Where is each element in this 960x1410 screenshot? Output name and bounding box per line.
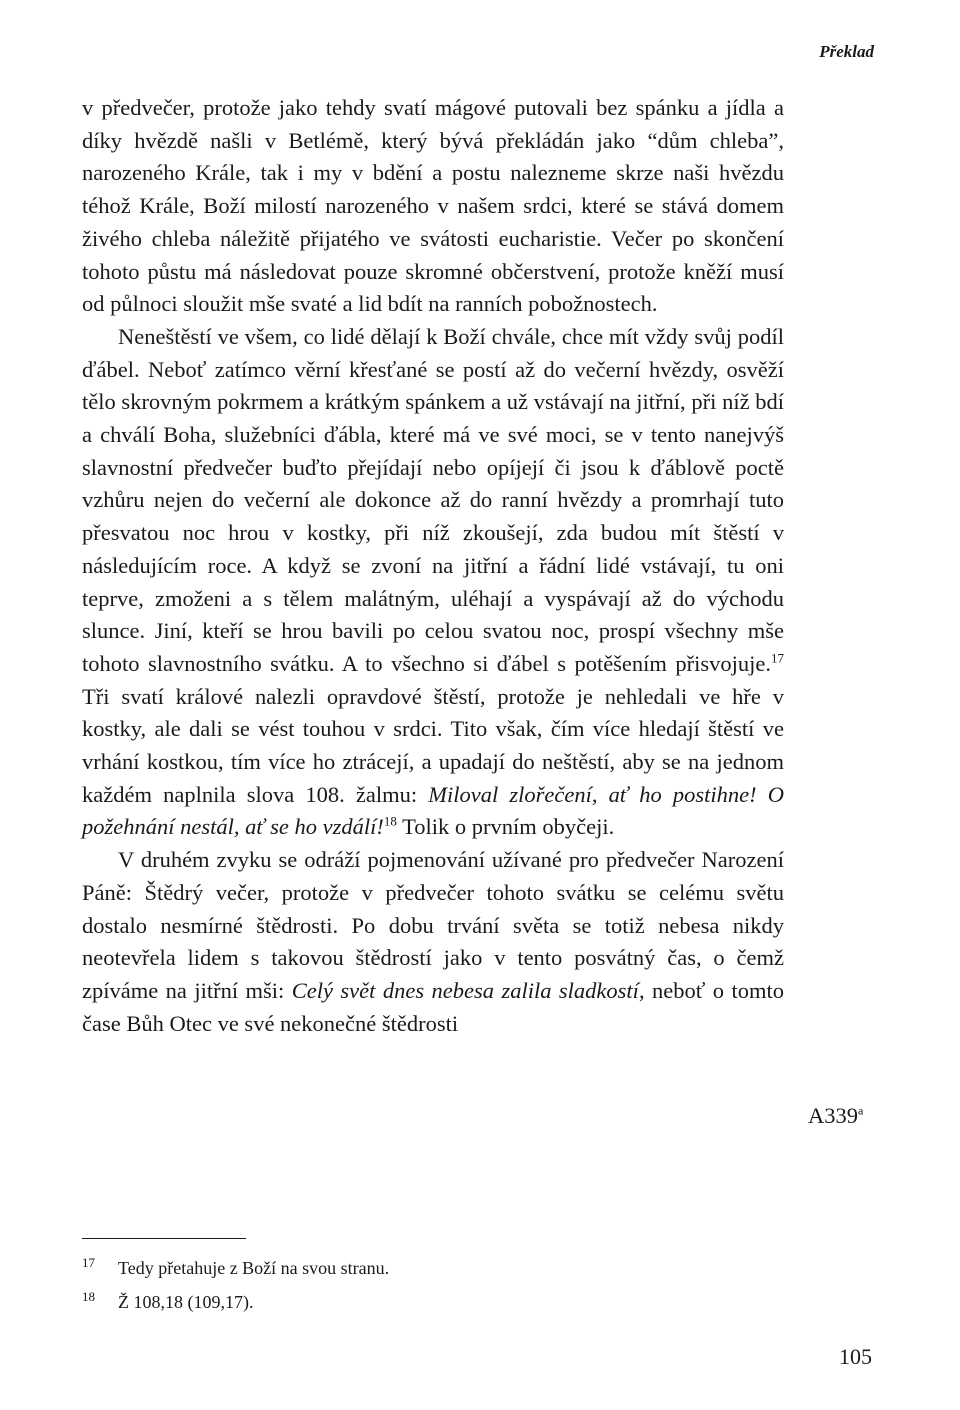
footnote-18 xyxy=(82,1286,784,1320)
psalm-quote: Miloval zlořečení, ať ho postihne! O požehnání nestál, ať se ho vzdálí! xyxy=(82,781,784,840)
margin-reference xyxy=(808,1100,863,1133)
paragraph-2 xyxy=(82,321,784,844)
paragraph-3 xyxy=(82,844,784,1040)
footnotes xyxy=(82,1252,784,1320)
running-header: Překlad xyxy=(819,42,874,61)
paragraph-2-text-c: Tolik o prvním obyčeji. xyxy=(396,814,615,840)
footnote-ref-17[interactable]: 17 xyxy=(771,650,784,666)
paragraph-2-text-b: Tři svatí králové nalezli opravdové štěstí, protože je nehledali ve hře v kostky, ale dali se vést touhou v srdci. Tito však, čím více hledají štěstí ve vrhání kostkou, tím více ho ztrácejí, a upadají do neštěstí, aby se na jednom každém naplnila slova 108. žalmu: xyxy=(82,683,784,807)
footnote-text: Tedy přetahuje z Boží na svou stranu. xyxy=(118,1258,390,1278)
body-text xyxy=(82,92,784,1040)
page-number: 105 xyxy=(839,1344,872,1369)
paragraph-1: v předvečer, protože jako tehdy svatí mágové putovali bez spánku a jídla a díky hvězdě našli v Betlémě, který bývá překládán jako “dům chleba”, narozeného Krále, tak i my v bdění a postu nalezneme skrze naši hvězdu téhož Krále, Boží milostí narozeného v našem srdci, které se stává domem živého chleba náležitě přijatého ve svátosti eucharistie. Večer po skončení tohoto půstu má následovat pouze skromné občerstvení, protože kněží musí od půlnoci sloužit mše svaté a lid bdít na ranních pobožnostech. xyxy=(82,95,784,317)
footnote-text: Ž 108,18 (109,17). xyxy=(118,1292,254,1312)
paragraph-3-text-a: V druhém zvyku se odráží pojmenování užívané pro předvečer Narození Páně: Štědrý večer, protože v předvečer tohoto svátku se celému světu dostalo nesmírné štědrosti. Po dobu trvání světa se totiž nebesa nikdy neotevřela lidem s takovou štědrostí jako v tento posvátný čas, o čemž zpíváme na jitřní mši: xyxy=(82,847,784,1003)
footnote-number: 17 xyxy=(82,1255,95,1270)
footnote-17 xyxy=(82,1252,784,1286)
paragraph-2-text-a: Neneštěstí ve všem, co lidé dělají k Boží chvále, chce mít vždy svůj podíl ďábel. Neboť zatímco věrní křesťané se postí až do večerní hvězdy, osvěží tělo skrovným pokrmem a krátkým spánkem a už vstávají na jitřní, při níž bdí a chválí Boha, služebníci ďábla, které má ve své moci, se v tento nanejvýš slavnostní předvečer buďto přejídají nebo opíjejí či jsou k ďáblově poctě vzhůru nejen do večerní ale dokonce až do ranní hvězdy a promrhají tuto přesvatou noc hrou v kostky, při níž zkoušejí, zda budou mít štěstí v následujícím roce. A když se zvoní na jitřní a řádní lidé vstávají, tu oni teprve, zmoženi a s tělem malátným, uléhají a vyspávají až do východu slunce. Jiní, kteří se hrou bavili po celou svatou noc, prospí všechny mše tohoto slavnostního svátku. A to všechno si ďábel s potěšením přisvojuje. xyxy=(82,323,784,676)
footnote-number: 18 xyxy=(82,1289,95,1304)
margin-reference-label: A339 xyxy=(808,1103,858,1128)
footnote-ref-18[interactable]: 18 xyxy=(383,813,397,829)
liturgical-quote: Celý svět dnes nebesa zalila sladkostí xyxy=(291,977,639,1003)
margin-reference-sup: a xyxy=(858,1103,864,1118)
paragraph-3-text-b: , neboť o tomto čase Bůh Otec ve své nekonečné štědrosti xyxy=(82,977,785,1036)
footnote-divider xyxy=(82,1238,246,1239)
